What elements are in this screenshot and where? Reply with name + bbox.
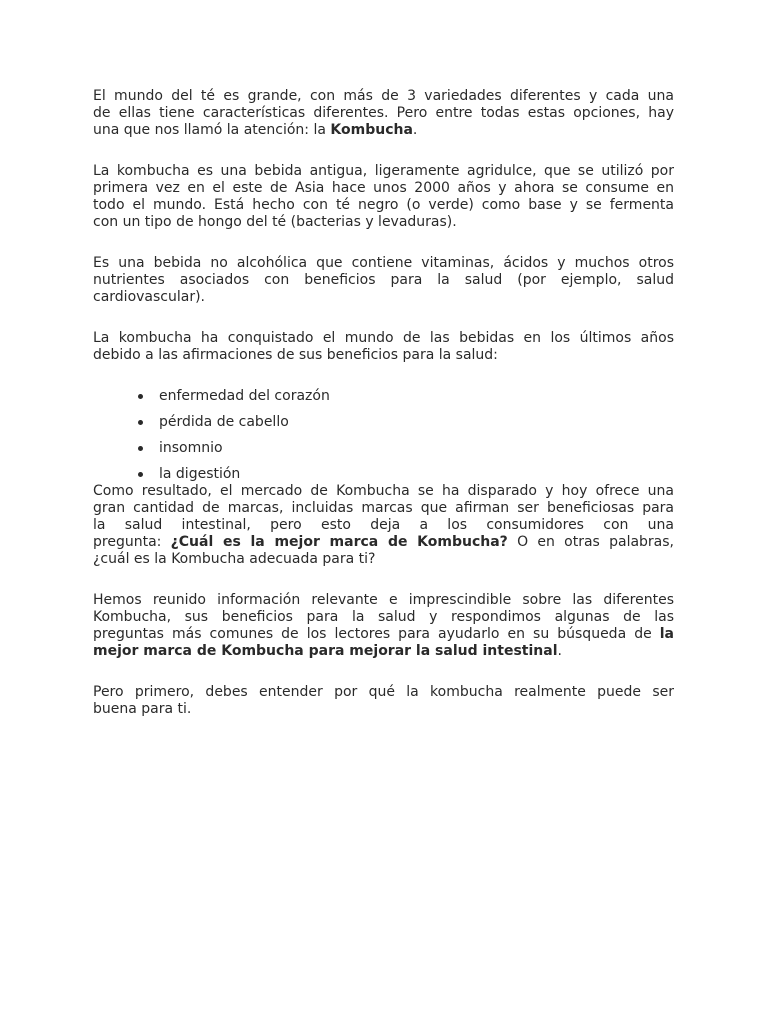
text-line: con un tipo de hongo del té (bacterias y levaduras). bbox=[93, 214, 457, 230]
list-item-label: pérdida de cabello bbox=[159, 414, 289, 430]
text-line: Es una bebida no alcohólica que contiene vitaminas, ácidos y muchos otros bbox=[93, 255, 674, 271]
paragraph bbox=[93, 255, 674, 306]
paragraph bbox=[93, 483, 674, 568]
bullet-icon bbox=[138, 394, 143, 399]
text-run: . bbox=[412, 122, 418, 138]
list-item bbox=[93, 414, 674, 431]
paragraph bbox=[93, 330, 674, 364]
bullet-icon bbox=[138, 446, 143, 451]
list-item-label: insomnio bbox=[159, 440, 223, 456]
text-line: Hemos reunido información relevante e imprescindible sobre las diferentes bbox=[93, 592, 674, 608]
bold-text: la bbox=[659, 626, 674, 642]
text-line: buena para ti. bbox=[93, 701, 192, 717]
list-item bbox=[93, 388, 674, 405]
text-line bbox=[93, 534, 674, 551]
text-line: de ellas tiene características diferentes. Pero entre todas estas opciones, hay bbox=[93, 105, 674, 121]
document-page bbox=[93, 88, 674, 742]
text-line bbox=[93, 626, 674, 643]
text-run: preguntas más comunes de los lectores para ayudarlo en su búsqueda de bbox=[93, 626, 660, 642]
text-run: . bbox=[557, 643, 562, 659]
text-line: El mundo del té es grande, con más de 3 variedades diferentes y cada una bbox=[93, 88, 674, 104]
list-item-label: enfermedad del corazón bbox=[159, 388, 330, 404]
list-item-label: la digestión bbox=[159, 466, 241, 482]
text-run: O en otras palabras, bbox=[507, 534, 674, 550]
bold-text: mejor marca de Kombucha para mejorar la salud intestinal bbox=[93, 643, 558, 659]
text-line: Como resultado, el mercado de Kombucha se ha disparado y hoy ofrece una bbox=[93, 483, 674, 499]
paragraph bbox=[93, 684, 674, 718]
text-line: Kombucha, sus beneficios para la salud y respondimos algunas de las bbox=[93, 609, 674, 625]
bold-text: ¿Cuál es la mejor marca de Kombucha? bbox=[170, 534, 508, 550]
bullet-icon bbox=[138, 420, 143, 425]
text-line: Pero primero, debes entender por qué la kombucha realmente puede ser bbox=[93, 684, 674, 700]
text-line bbox=[93, 643, 674, 660]
text-line: La kombucha es una bebida antigua, ligeramente agridulce, que se utilizó por bbox=[93, 163, 674, 179]
bullet-icon bbox=[138, 472, 143, 477]
text-line: cardiovascular). bbox=[93, 289, 205, 305]
list-item bbox=[93, 466, 674, 483]
benefits-list bbox=[93, 388, 674, 483]
text-run: una que nos llamó la atención: la bbox=[93, 122, 331, 138]
list-item bbox=[93, 440, 674, 457]
text-line bbox=[93, 122, 674, 139]
bold-text: Kombucha bbox=[330, 122, 413, 138]
paragraph bbox=[93, 592, 674, 660]
paragraph bbox=[93, 88, 674, 139]
text-line: ¿cuál es la Kombucha adecuada para ti? bbox=[93, 551, 376, 567]
text-line: todo el mundo. Está hecho con té negro (o verde) como base y se fermenta bbox=[93, 197, 674, 213]
paragraph bbox=[93, 163, 674, 231]
text-line: nutrientes asociados con beneficios para la salud (por ejemplo, salud bbox=[93, 272, 674, 288]
text-line: primera vez en el este de Asia hace unos 2000 años y ahora se consume en bbox=[93, 180, 674, 196]
text-run: pregunta: bbox=[93, 534, 171, 550]
text-line: gran cantidad de marcas, incluidas marcas que afirman ser beneficiosas para bbox=[93, 500, 674, 516]
text-line: debido a las afirmaciones de sus beneficios para la salud: bbox=[93, 347, 498, 363]
text-line: la salud intestinal, pero esto deja a los consumidores con una bbox=[93, 517, 674, 533]
text-line: La kombucha ha conquistado el mundo de las bebidas en los últimos años bbox=[93, 330, 674, 346]
